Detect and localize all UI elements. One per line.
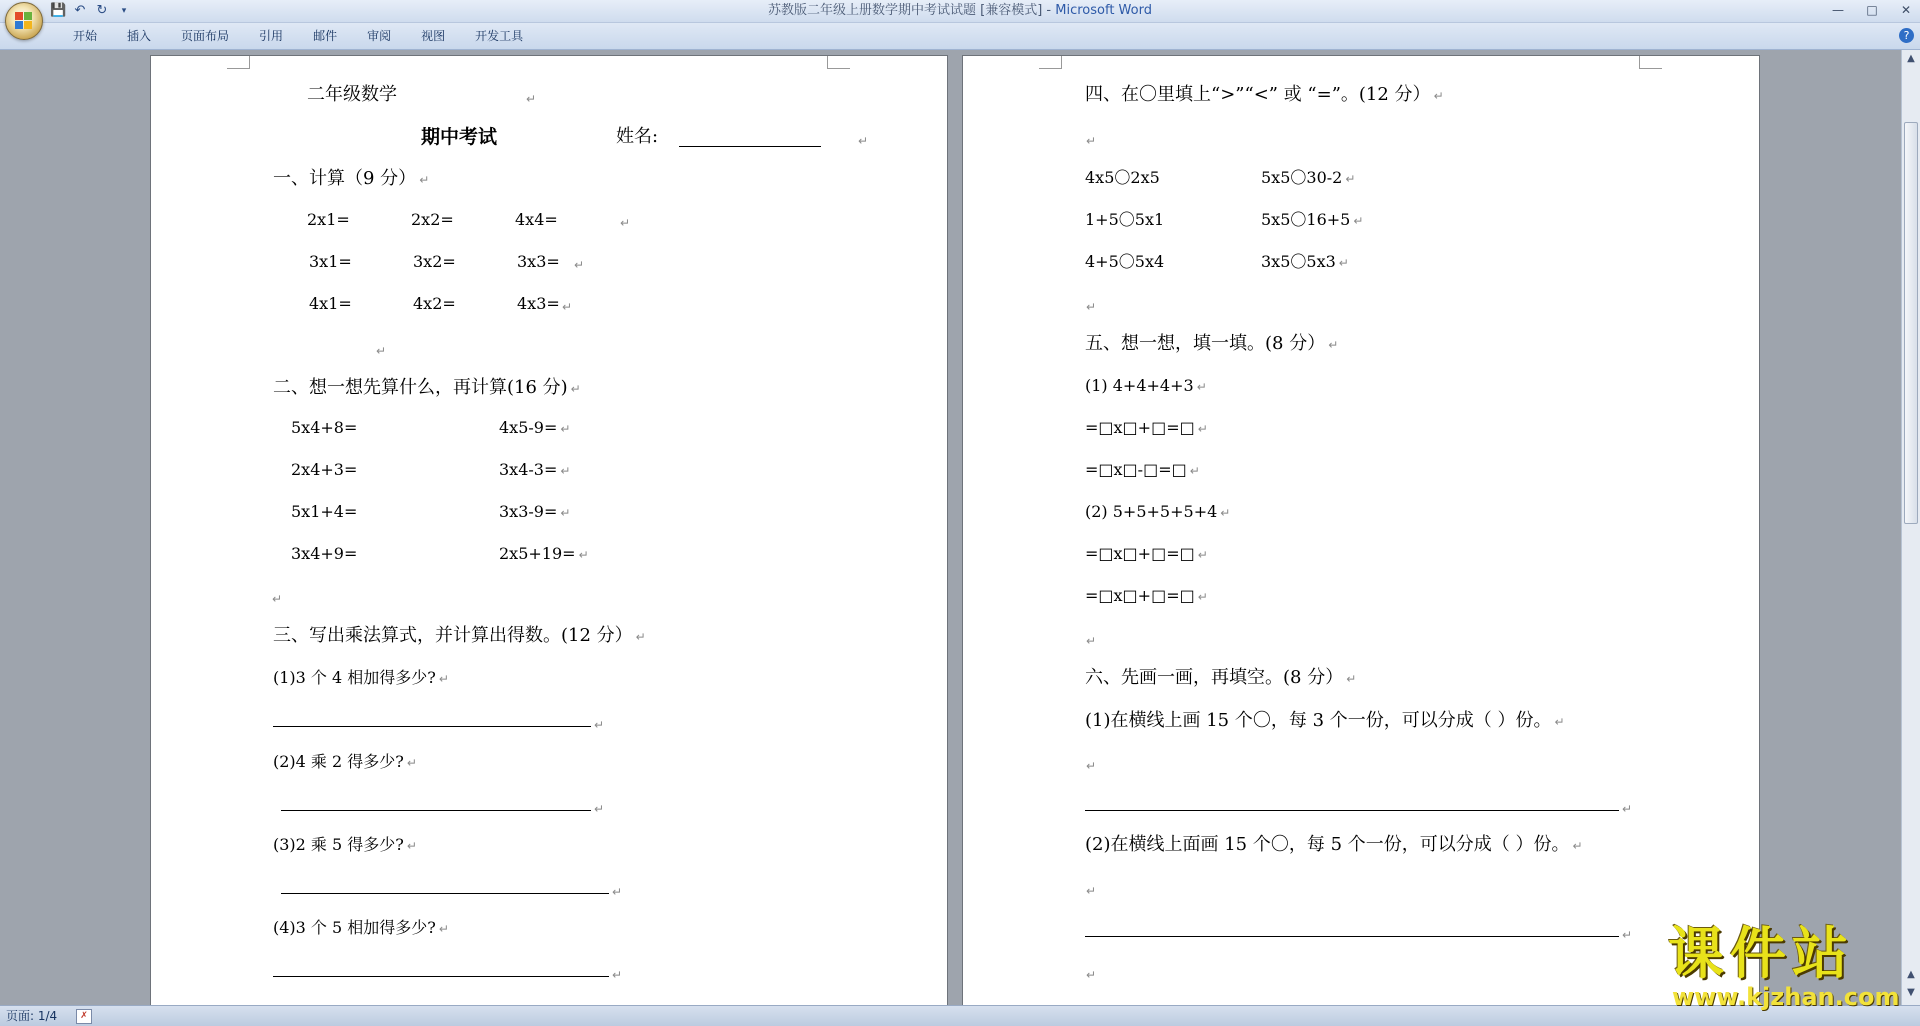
question: (2)在横线上面画 15 个〇，每 5 个一份，可以分成（ ）份。 ↵ — [1085, 834, 1583, 855]
answer-line[interactable] — [281, 893, 609, 894]
paragraph-mark: ↵ — [1086, 884, 1097, 898]
document-page-2[interactable] — [962, 55, 1760, 1005]
paragraph-mark: ↵ — [620, 216, 631, 230]
paragraph-mark: ↵ — [526, 92, 537, 106]
status-bar — [0, 1005, 1920, 1026]
vertical-scrollbar[interactable] — [1901, 50, 1920, 1005]
quick-access-toolbar — [50, 2, 132, 20]
margin-mark — [1639, 56, 1662, 69]
paragraph-mark: ↵ — [1086, 968, 1097, 982]
comparison: 4+5〇5x4 — [1085, 252, 1165, 271]
tab-references[interactable]: 引用 — [259, 29, 284, 43]
problem: 3x4-3= ↵ — [499, 460, 571, 479]
section-2-title: 二、想一想先算什么，再计算(16 分) ↵ — [273, 377, 581, 398]
answer-line[interactable] — [273, 726, 591, 727]
problem: 2x4+3= — [291, 460, 358, 479]
margin-mark — [827, 56, 850, 69]
fill-line: (1) 4+4+4+3 ↵ — [1085, 376, 1207, 395]
problem: 2x5+19= ↵ — [499, 544, 589, 563]
watermark-title: 课件站 — [1668, 922, 1854, 987]
watermark-url: www.kjzhan.com — [1672, 983, 1900, 1011]
minimize-icon[interactable]: — — [1832, 3, 1844, 17]
name-label: 姓名: — [616, 126, 659, 147]
scrollbar-thumb[interactable] — [1904, 122, 1918, 524]
paragraph-mark: ↵ — [376, 344, 387, 358]
fill-line: =□x□+□=□ ↵ — [1085, 544, 1208, 563]
close-icon[interactable]: ✕ — [1900, 3, 1912, 17]
paragraph-mark: ↵ — [1622, 802, 1633, 816]
problem: 3x3= — [517, 252, 560, 271]
next-page-icon[interactable]: ▼ — [1907, 987, 1915, 998]
problem: 4x2= — [413, 294, 456, 313]
question: (3)2 乘 5 得多少? ↵ — [273, 835, 417, 854]
comparison: 5x5〇30-2 ↵ — [1261, 168, 1356, 187]
prev-page-icon[interactable]: ▲ — [1907, 969, 1915, 980]
answer-line[interactable] — [273, 976, 609, 977]
section-1-title: 一、计算（9 分） ↵ — [273, 168, 430, 189]
document-page-1[interactable] — [150, 55, 948, 1005]
margin-mark — [1039, 56, 1062, 69]
problem: 3x1= — [309, 252, 352, 271]
problem: 5x1+4= — [291, 502, 358, 521]
document-area — [0, 50, 1902, 1005]
tab-insert[interactable]: 插入 — [127, 29, 152, 43]
comparison: 4x5〇2x5 — [1085, 168, 1160, 187]
scroll-up-icon[interactable]: ▲ — [1907, 53, 1915, 64]
question: (4)3 个 5 相加得多少? ↵ — [273, 918, 449, 937]
section-4-title: 四、在〇里填上“>”“<” 或 “=”。(12 分） ↵ — [1085, 84, 1444, 105]
paragraph-mark: ↵ — [858, 134, 869, 148]
section-6-title: 六、先画一画，再填空。(8 分） ↵ — [1085, 667, 1357, 688]
name-blank[interactable] — [679, 146, 821, 147]
paragraph-mark: ↵ — [1086, 759, 1097, 773]
paragraph-mark: ↵ — [1086, 634, 1097, 648]
office-button[interactable] — [5, 2, 43, 40]
comparison: 1+5〇5x1 — [1085, 210, 1165, 229]
redo-icon[interactable]: ↻ — [96, 3, 108, 18]
fill-line: =□x□+□=□ ↵ — [1085, 586, 1208, 605]
comparison: 5x5〇16+5 ↵ — [1261, 210, 1364, 229]
paragraph-mark: ↵ — [562, 300, 573, 314]
ribbon-tabs — [58, 23, 538, 49]
ribbon — [0, 23, 1920, 50]
problem: 4x1= — [309, 294, 352, 313]
problem: 4x3= — [517, 294, 560, 313]
problem: 2x2= — [411, 210, 454, 229]
problem: 5x4+8= — [291, 418, 358, 437]
problem: 3x4+9= — [291, 544, 358, 563]
answer-line[interactable] — [281, 810, 591, 811]
tab-mailings[interactable]: 邮件 — [313, 29, 338, 43]
paragraph-mark: ↵ — [574, 258, 585, 272]
question: (2)4 乘 2 得多少? ↵ — [273, 752, 417, 771]
paragraph-mark: ↵ — [594, 802, 605, 816]
tab-developer[interactable]: 开发工具 — [475, 29, 524, 43]
tab-review[interactable]: 审阅 — [367, 29, 392, 43]
paragraph-mark: ↵ — [594, 718, 605, 732]
section-5-title: 五、想一想，填一填。(8 分） ↵ — [1085, 333, 1339, 354]
paragraph-mark: ↵ — [1622, 928, 1633, 942]
page-count[interactable]: 页面: 1/4 — [6, 1009, 58, 1023]
app-name: Microsoft Word — [1055, 3, 1152, 18]
tab-view[interactable]: 视图 — [421, 29, 446, 43]
section-3-title: 三、写出乘法算式，并计算出得数。(12 分） ↵ — [273, 625, 646, 646]
comparison: 3x5〇5x3 ↵ — [1261, 252, 1349, 271]
paragraph-mark: ↵ — [612, 968, 623, 982]
drawing-line[interactable] — [1085, 810, 1619, 811]
window-controls — [1830, 2, 1914, 18]
question: (1)在横线上画 15 个〇，每 3 个一份，可以分成（ ）份。 ↵ — [1085, 710, 1565, 731]
watermark-logo — [1668, 922, 1908, 1011]
fill-line: (2) 5+5+5+5+4 ↵ — [1085, 502, 1231, 521]
problem: 4x4= — [515, 210, 558, 229]
problem: 3x3-9= ↵ — [499, 502, 571, 521]
help-icon[interactable]: ? — [1899, 28, 1914, 43]
window-title — [0, 0, 1920, 22]
title-bar — [0, 0, 1920, 23]
tab-page-layout[interactable]: 页面布局 — [181, 29, 230, 43]
drawing-line[interactable] — [1085, 936, 1619, 937]
problem: 3x2= — [413, 252, 456, 271]
problem: 4x5-9= ↵ — [499, 418, 571, 437]
proofing-icon[interactable]: ✗ — [76, 1009, 92, 1024]
fill-line: =□x□-□=□ ↵ — [1085, 460, 1200, 479]
problem: 2x1= — [307, 210, 350, 229]
maximize-icon[interactable]: □ — [1866, 3, 1878, 17]
grade-heading: 二年级数学 — [307, 84, 397, 105]
question: (1)3 个 4 相加得多少? ↵ — [273, 668, 449, 687]
document-name: 苏教版二年级上册数学期中考试试题 [兼容模式] - — [768, 3, 1056, 18]
tab-home[interactable]: 开始 — [73, 29, 98, 43]
exam-title: 期中考试 — [421, 126, 498, 148]
dropdown-icon[interactable]: ▾ — [121, 6, 127, 16]
save-icon[interactable]: 💾 — [50, 3, 67, 18]
paragraph-mark: ↵ — [1086, 300, 1097, 314]
undo-icon[interactable]: ↶ — [74, 3, 86, 18]
fill-line: =□x□+□=□ ↵ — [1085, 418, 1208, 437]
margin-mark — [227, 56, 250, 69]
paragraph-mark: ↵ — [612, 885, 623, 899]
paragraph-mark: ↵ — [1086, 134, 1097, 148]
office-logo-icon — [15, 12, 33, 30]
paragraph-mark: ↵ — [272, 592, 283, 606]
